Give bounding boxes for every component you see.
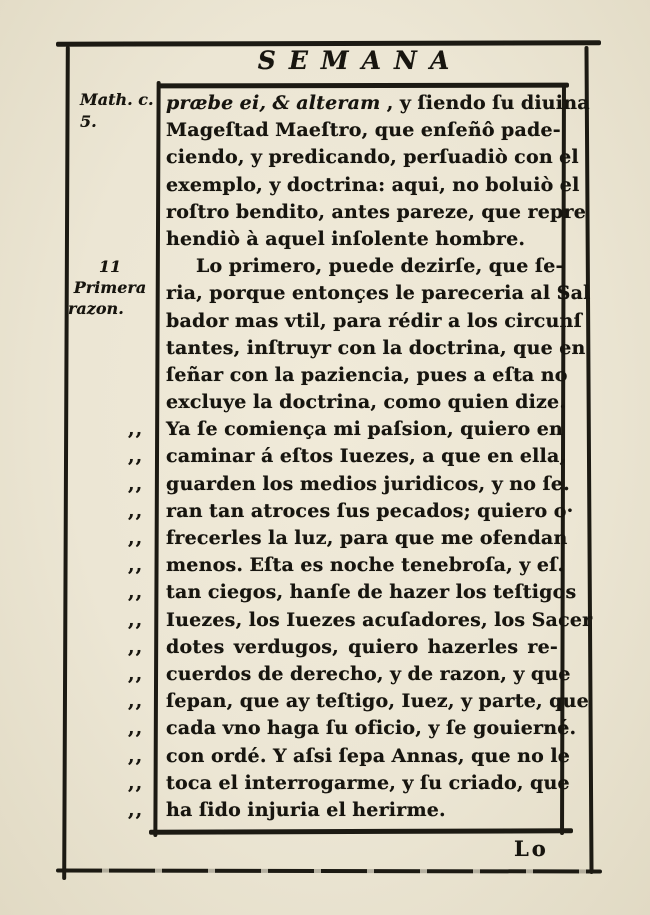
text-segment: tan ciegos, hanſe de hazer los teſtigos (166, 581, 577, 604)
text-segment: ran tan atroces ſus pecados; quiero o· (166, 499, 574, 522)
text-line (128, 688, 589, 715)
text-segment: excluye la doctrina, como quien dize. (166, 391, 567, 414)
text-segment: ha ſido injuria el herirme. (166, 798, 446, 821)
text-segment: menos. Eſta es noche tenebroſa, y eſ. (166, 554, 565, 577)
margin-quote-mark: ,, (128, 608, 144, 631)
text-line (128, 443, 567, 470)
text-line (128, 715, 577, 742)
margin-quote-mark: ,, (128, 418, 144, 441)
text-line (128, 770, 570, 797)
margin-quote-mark: ,, (128, 527, 144, 549)
text-block-bottom-rule (149, 828, 573, 834)
margin-note-reason (68, 256, 152, 319)
margin-quote-mark: ,, (128, 581, 144, 604)
text-segment: ria, porque entonçes le pareceria al Sal (166, 282, 591, 305)
text-segment: ciendo, y predicando, perſuadiò con el (166, 146, 579, 169)
text-segment: dotes verdugos, quiero hazerles re- (166, 635, 558, 658)
catchword: Lo (514, 836, 549, 861)
margin-quote-mark: ,, (128, 717, 144, 740)
text-line (128, 743, 571, 770)
text-segment: exemplo, y doctrina: aqui, no boluiò el (166, 173, 580, 196)
margin-note-citation-line2: 5. (80, 112, 97, 131)
margin-quote-mark: ,, (128, 499, 144, 522)
text-line (128, 607, 593, 634)
outer-frame-right-rule (584, 46, 593, 874)
text-segment: caminar á eſtos Iuezes, a que en ella, (166, 445, 567, 468)
margin-quote-mark: ,, (128, 690, 144, 713)
text-segment: cada vno haga ſu oficio, y ſe gouierné. (166, 717, 577, 740)
text-line (166, 389, 567, 416)
text-segment: frecerles la luz, para que me ofendan (166, 527, 568, 549)
text-line (166, 199, 586, 226)
text-line (166, 144, 579, 171)
text-line (128, 797, 558, 824)
text-segment: præbe ei, & alteram (166, 92, 381, 114)
margin-note-citation-line1: Math. c. (80, 90, 154, 109)
margin-quote-mark: ,, (128, 798, 144, 821)
text-line (166, 90, 590, 117)
text-line (128, 579, 577, 606)
text-line (128, 634, 558, 661)
text-line (166, 280, 591, 307)
margin-quote-mark: ,, (128, 472, 144, 495)
text-segment: roſtro bendito, antes pareze, que repre (166, 200, 586, 223)
text-line (166, 335, 586, 362)
text-line (128, 525, 568, 552)
text-column (128, 90, 593, 824)
margin-quote-mark: ,, (128, 662, 144, 685)
text-line (166, 308, 582, 335)
text-segment: ſepan, que ay teſtigo, Iuez, y parte, que (166, 690, 589, 713)
text-segment: guarden los medios juridicos, y no ſe. (166, 472, 570, 495)
text-segment: con ordé. Y aſsi ſepa Annas, que no le (166, 744, 571, 767)
margin-quote-mark: ,, (128, 554, 144, 577)
outer-frame-bottom-rule (56, 869, 602, 874)
margin-quote-mark: ,, (128, 744, 144, 767)
text-line (128, 552, 565, 579)
text-segment: Iuezes, los Iuezes acuſadores, los Sacer (166, 608, 593, 631)
text-segment: ſeñar con la paziencia, pues a eſta no (166, 363, 568, 386)
margin-note-reason-line1: Primera (73, 278, 147, 297)
text-line (166, 226, 558, 253)
text-segment: cuerdos de derecho, y de razon, y que (166, 662, 571, 685)
running-header: SEMANA (257, 46, 463, 75)
margin-quote-mark: ,, (128, 445, 144, 468)
text-segment: Ya ſe comiença mi paſsion, quiero en (166, 418, 563, 441)
text-line (166, 253, 564, 280)
text-segment: hendiò à aquel inſolente hombre. (166, 227, 526, 250)
text-segment: , y ſiendo ſu diuina (380, 92, 590, 114)
outer-frame-left-rule (62, 46, 70, 880)
text-block-left-rule (153, 81, 160, 837)
margin-note-reason-number: 11 (98, 257, 122, 276)
margin-quote-mark: ,, (128, 771, 144, 794)
text-line (128, 661, 571, 688)
text-block-top-rule (157, 83, 569, 89)
text-line (166, 172, 580, 199)
text-line (166, 117, 561, 144)
margin-note-reason-line2: razon. (68, 299, 124, 318)
text-line (128, 498, 574, 525)
text-segment: tantes, inſtruyr con la doctrina, que en (166, 336, 586, 359)
text-segment: toca el interrogarme, y ſu criado, que (166, 771, 570, 794)
text-line (128, 416, 563, 443)
text-segment: Mageſtad Maeſtro, que enſeñô pade- (166, 119, 561, 142)
margin-note-citation (80, 89, 156, 133)
text-line (128, 471, 570, 498)
text-segment: Lo primero, puede dezirſe, que ſe- (196, 255, 564, 278)
text-segment: bador mas vtil, para rédir a los circunſ (166, 309, 582, 332)
margin-quote-mark: ,, (128, 635, 144, 658)
text-line (166, 362, 568, 389)
